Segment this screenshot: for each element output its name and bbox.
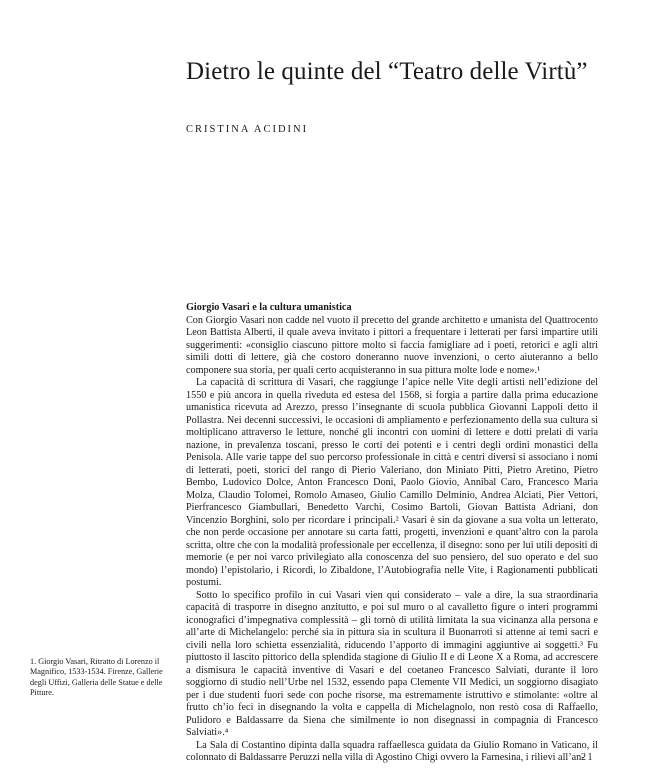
article-title: Dietro le quinte del “Teatro delle Virtù” xyxy=(186,58,588,85)
figure-caption: 1. Giorgio Vasari, Ritratto di Lorenzo il Magnifico, 1533-1534. Firenze, Gallerie degli Uffizi, Galleria delle Statue e delle Pitture. xyxy=(30,657,163,698)
page-number: 21 xyxy=(581,752,594,763)
paragraph: La capacità di scrittura di Vasari, che raggiunge l’apice nelle Vite degli artisti nell’edizione del 1550 e più ancora in quella riveduta ed estesa del 1568, si forgia a partire dalla prima educazione umanistica ricevuta ad Arezzo, presso l’insegnante di scuola pubblica Giovanni Lappoli detto il Pollastra. Nei decenni successivi, le occasioni di ampliamento e perfezionamento della sua cultura si moltiplicano attraverso le letture, nonché gli incontri con uomini di lettere e dotti prelati di varia nazione, in prevalenza toscani, presso le corti dei potenti e i centri degli ordini monastici della Penisola. Alle varie tappe del suo percorso professionale in città e centri diversi si associano i nomi di letterati, poeti, storici del rango di Pierio Valeriano, don Miniato Pitti, Pietro Aretino, Pietro Bembo, Ludovico Dolce, Anton Francesco Doni, Paolo Giovio, Annibal Caro, Francesco Maria Molza, Claudio Tolomei, Romolo Amaseo, Giulio Camillo Delminio, Andrea Alciati, Pier Vettori, Pierfrancesco Giambullari, Benedetto Varchi, Cosimo Bartoli, Giovan Battista Adriani, don Vincenzio Borghini, solo per ricordare i principali.² Vasari è sin da giovane a sua volta un letterato, che non perde occasione per annotare su carta fatti, progetti, invenzioni e quant’altro con la parola scritta, oltre che con la modalità professionale per eccellenza, il disegno: sono per lui utili depositi di memorie (e per noi varco privilegiato alla conoscenza del suo pensiero, del suo operato e del suo mondo) l’epistolario, i Ricordi, lo Zibaldone, l’Autobiografia nelle Vite, i Ragionamenti pubblicati postumi. xyxy=(186,377,598,588)
article-body xyxy=(186,302,598,765)
section-heading: Giorgio Vasari e la cultura umanistica xyxy=(186,302,352,313)
paragraph: La Sala di Costantino dipinta dalla squadra raffaellesca guidata da Giulio Romano in Vaticano, il colonnato di Baldassarre Peruzzi nella villa di Agostino Chigi ovvero la Farnesina, i rilievi all’an- xyxy=(186,739,598,763)
paragraph: Sotto lo specifico profilo in cui Vasari vien qui considerato – vale a dire, la sua straordinaria capacità di trasporre in disegno anzitutto, e poi sul muro o al cavalletto figure o interi programmi iconografici d’impegnativa complessità – gli tornò di utilità limitata la sua vicinanza alla persona e all’arte di Michelangelo: perché sia in pittura sia in scultura il Buonarroti si attenne ai temi sacri e civili nella loro schietta essenzialità, riducendo l’apporto di immagini aggiuntive ai soggetti.³ Fu piuttosto il lascito pittorico della splendida stagione di Giulio II e di Leone X a Roma, ad accrescere a dismisura le capacità inventive di Vasari e del coetaneo Francesco Salviati, durante il loro soggiorno di studio nell’Urbe nel 1532, essendo papa Clemente VII Medici, un soggiorno disagiato per i due studenti fuori sede con poche risorse, ma estremamente istruttivo e stimolante: «oltre al frutto ch’io feci in disegnando la volta e cappella di Michelagnolo, non restò cosa di Raffaello, Pulidoro e Baldassarre da Siena che similmente io non disegnassi in compagnia di Francesco Salviati».⁴ xyxy=(186,589,598,738)
paragraph: Con Giorgio Vasari non cadde nel vuoto il precetto del grande architetto e umanista del Quattrocento Leon Battista Alberti, il quale aveva invitato i pittori a frequentare i letterati per farsi impartire utili suggerimenti: «consiglio ciascuno pittore molto si faccia famigliare ad i poeti, retorici e agli altri simili dotti di lettere, già che costoro doneranno nuove invenzioni, o certo aiuteranno a bello componere sua storia, per quali certo acquisteranno in sua pittura molte lode e nome».¹ xyxy=(186,314,598,376)
author-name: CRISTINA ACIDINI xyxy=(186,124,309,135)
